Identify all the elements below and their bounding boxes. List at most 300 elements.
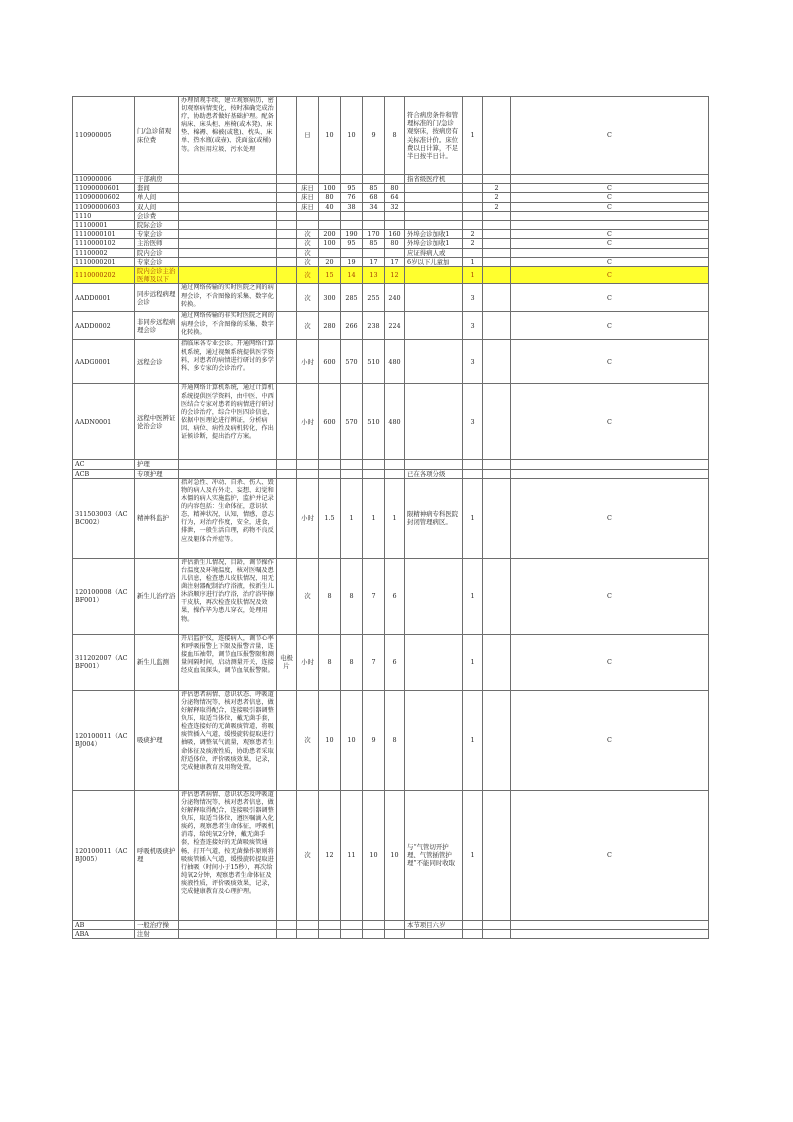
item-name-cell: 单人间: [135, 193, 179, 202]
price-level-4-cell: 32: [385, 202, 405, 211]
class-cell: [511, 469, 709, 478]
price-level-1-cell: 10: [319, 690, 341, 790]
item-name-cell: 护理: [135, 460, 179, 469]
category-cell: [463, 184, 483, 193]
remark-cell: [483, 284, 511, 312]
table-row: [73, 175, 709, 184]
price-level-4-cell: [385, 469, 405, 478]
price-level-2-cell: 38: [341, 202, 363, 211]
price-level-4-cell: [385, 248, 405, 257]
remark-cell: 2: [483, 202, 511, 211]
price-level-1-cell: 15: [319, 267, 341, 284]
remark-cell: 2: [483, 193, 511, 202]
class-cell: C: [511, 558, 709, 634]
item-code-cell: AADN0001: [73, 384, 135, 460]
remark-cell: [483, 690, 511, 790]
item-code-cell: 11090000601: [73, 184, 135, 193]
price-level-2-cell: 570: [341, 340, 363, 384]
price-level-4-cell: [385, 930, 405, 939]
price-level-3-cell: 1: [363, 478, 385, 558]
excluded-items-cell: [277, 790, 297, 920]
item-description-cell: 通过网络传输的实时医院之间的病理会诊，不含图像的采集、数字化转换。: [179, 284, 277, 312]
explanation-cell: 6岁以下儿童加: [405, 257, 463, 266]
excluded-items-cell: [277, 558, 297, 634]
excluded-items-cell: [277, 384, 297, 460]
price-level-3-cell: [363, 248, 385, 257]
unit-cell: 小时: [297, 384, 319, 460]
price-level-3-cell: 9: [363, 97, 385, 175]
price-level-4-cell: 240: [385, 284, 405, 312]
item-code-cell: 11100001: [73, 221, 135, 230]
price-level-1-cell: [319, 920, 341, 929]
excluded-items-cell: [277, 248, 297, 257]
explanation-cell: [405, 460, 463, 469]
class-cell: C: [511, 284, 709, 312]
excluded-items-cell: 电极片: [277, 634, 297, 690]
remark-cell: [483, 175, 511, 184]
item-name-cell: 同步远程病理会诊: [135, 284, 179, 312]
price-level-3-cell: 68: [363, 193, 385, 202]
class-cell: C: [511, 97, 709, 175]
table-row: [73, 790, 709, 920]
price-level-2-cell: 19: [341, 257, 363, 266]
price-level-2-cell: 570: [341, 384, 363, 460]
explanation-cell: [405, 930, 463, 939]
price-level-2-cell: [341, 211, 363, 220]
item-name-cell: 院内会诊主治医师及以下: [135, 267, 179, 284]
category-cell: [463, 175, 483, 184]
price-level-3-cell: 170: [363, 230, 385, 239]
price-level-3-cell: [363, 175, 385, 184]
item-name-cell: 一般治疗操: [135, 920, 179, 929]
remark-cell: [483, 248, 511, 257]
item-name-cell: 注射: [135, 930, 179, 939]
unit-cell: 日: [297, 97, 319, 175]
item-code-cell: 11100002: [73, 248, 135, 257]
class-cell: C: [511, 690, 709, 790]
category-cell: 1: [463, 634, 483, 690]
price-level-1-cell: 1.5: [319, 478, 341, 558]
price-level-4-cell: [385, 211, 405, 220]
unit-cell: 小时: [297, 634, 319, 690]
category-cell: 3: [463, 340, 483, 384]
item-name-cell: 新生儿监测: [135, 634, 179, 690]
excluded-items-cell: [277, 930, 297, 939]
category-cell: 3: [463, 312, 483, 340]
category-cell: [463, 211, 483, 220]
table-row: [73, 221, 709, 230]
explanation-cell: 限精神病专科医院封闭管理病区。: [405, 478, 463, 558]
category-cell: [463, 930, 483, 939]
remark-cell: [483, 920, 511, 929]
price-level-1-cell: 600: [319, 340, 341, 384]
price-level-4-cell: 6: [385, 634, 405, 690]
price-level-2-cell: [341, 930, 363, 939]
item-name-cell: 专项护理: [135, 469, 179, 478]
item-code-cell: 1110000101: [73, 230, 135, 239]
price-level-1-cell: 100: [319, 239, 341, 248]
price-level-3-cell: [363, 469, 385, 478]
price-level-3-cell: 7: [363, 558, 385, 634]
item-description-cell: [179, 257, 277, 266]
class-cell: [511, 460, 709, 469]
remark-cell: [483, 478, 511, 558]
item-description-cell: [179, 239, 277, 248]
price-level-1-cell: [319, 469, 341, 478]
excluded-items-cell: [277, 202, 297, 211]
item-description-cell: 通过网络传输的非实时医院之间的病理会诊，不含图像的采集、数字化转换。: [179, 312, 277, 340]
remark-cell: [483, 469, 511, 478]
table-row: [73, 239, 709, 248]
explanation-cell: [405, 312, 463, 340]
unit-cell: 次: [297, 284, 319, 312]
explanation-cell: [405, 340, 463, 384]
price-level-1-cell: 12: [319, 790, 341, 920]
class-cell: [511, 221, 709, 230]
item-name-cell: 精神科监护: [135, 478, 179, 558]
class-cell: [511, 920, 709, 929]
price-level-2-cell: [341, 920, 363, 929]
price-level-3-cell: 17: [363, 257, 385, 266]
item-code-cell: 1110000201: [73, 257, 135, 266]
unit-cell: 次: [297, 239, 319, 248]
excluded-items-cell: [277, 239, 297, 248]
category-cell: 3: [463, 384, 483, 460]
price-level-1-cell: [319, 175, 341, 184]
explanation-cell: [405, 211, 463, 220]
unit-cell: [297, 469, 319, 478]
table-row: [73, 230, 709, 239]
excluded-items-cell: [277, 257, 297, 266]
unit-cell: 次: [297, 248, 319, 257]
item-description-cell: 指临床各专业会诊。开通网络计算机系统，通过视频系统提供医学资料，对患者的病情进行研讨的多学科、多专家的会诊治疗。: [179, 340, 277, 384]
explanation-cell: 外埠会诊加收1: [405, 239, 463, 248]
explanation-cell: 已在各项分级: [405, 469, 463, 478]
item-name-cell: 远程会诊: [135, 340, 179, 384]
price-level-3-cell: 510: [363, 340, 385, 384]
item-name-cell: 干部病房: [135, 175, 179, 184]
class-cell: C: [511, 384, 709, 460]
table-row: [73, 257, 709, 266]
class-cell: C: [511, 478, 709, 558]
excluded-items-cell: [277, 690, 297, 790]
item-name-cell: 双人间: [135, 202, 179, 211]
price-level-2-cell: 11: [341, 790, 363, 920]
explanation-cell: [405, 284, 463, 312]
excluded-items-cell: [277, 460, 297, 469]
unit-cell: 床日: [297, 202, 319, 211]
price-level-2-cell: 95: [341, 184, 363, 193]
excluded-items-cell: [277, 184, 297, 193]
excluded-items-cell: [277, 920, 297, 929]
price-level-4-cell: 480: [385, 340, 405, 384]
category-cell: [463, 248, 483, 257]
item-description-cell: [179, 193, 277, 202]
class-cell: C: [511, 340, 709, 384]
explanation-cell: 指省级医疗机: [405, 175, 463, 184]
explanation-cell: 应证得病人或: [405, 248, 463, 257]
unit-cell: 次: [297, 790, 319, 920]
category-cell: [463, 221, 483, 230]
category-cell: 1: [463, 790, 483, 920]
unit-cell: 小时: [297, 340, 319, 384]
item-name-cell: 远程中医辨证论治会诊: [135, 384, 179, 460]
table-row: [73, 690, 709, 790]
class-cell: C: [511, 184, 709, 193]
item-code-cell: 11090000602: [73, 193, 135, 202]
price-level-2-cell: 190: [341, 230, 363, 239]
category-cell: [463, 193, 483, 202]
table-row: [73, 267, 709, 284]
unit-cell: 次: [297, 257, 319, 266]
price-level-2-cell: [341, 175, 363, 184]
unit-cell: 次: [297, 312, 319, 340]
unit-cell: [297, 460, 319, 469]
price-level-3-cell: 9: [363, 690, 385, 790]
price-level-3-cell: 34: [363, 202, 385, 211]
category-cell: 1: [463, 690, 483, 790]
item-description-cell: [179, 460, 277, 469]
item-name-cell: 会诊费: [135, 211, 179, 220]
remark-cell: [483, 230, 511, 239]
explanation-cell: [405, 267, 463, 284]
class-cell: C: [511, 257, 709, 266]
item-code-cell: 110900006: [73, 175, 135, 184]
price-level-1-cell: [319, 221, 341, 230]
unit-cell: 小时: [297, 478, 319, 558]
item-code-cell: 120100011（ACBJ005）: [73, 790, 135, 920]
excluded-items-cell: [277, 340, 297, 384]
explanation-cell: [405, 558, 463, 634]
excluded-items-cell: [277, 221, 297, 230]
class-cell: [511, 248, 709, 257]
table-row: [73, 312, 709, 340]
item-code-cell: 311503003（ACBC002）: [73, 478, 135, 558]
price-level-4-cell: [385, 221, 405, 230]
price-level-4-cell: 80: [385, 184, 405, 193]
table-row: [73, 97, 709, 175]
remark-cell: [483, 460, 511, 469]
price-level-3-cell: 255: [363, 284, 385, 312]
excluded-items-cell: [277, 230, 297, 239]
table-row: [73, 478, 709, 558]
category-cell: 3: [463, 284, 483, 312]
unit-cell: 床日: [297, 184, 319, 193]
explanation-cell: [405, 184, 463, 193]
price-level-3-cell: 10: [363, 790, 385, 920]
item-description-cell: [179, 920, 277, 929]
price-level-2-cell: 76: [341, 193, 363, 202]
class-cell: C: [511, 267, 709, 284]
table-row: [73, 184, 709, 193]
excluded-items-cell: [277, 284, 297, 312]
item-description-cell: [179, 175, 277, 184]
price-level-1-cell: 8: [319, 558, 341, 634]
item-code-cell: 11090000603: [73, 202, 135, 211]
table-row: [73, 340, 709, 384]
class-cell: [511, 930, 709, 939]
remark-cell: [483, 239, 511, 248]
price-level-4-cell: 6: [385, 558, 405, 634]
remark-cell: [483, 930, 511, 939]
price-level-2-cell: 285: [341, 284, 363, 312]
explanation-cell: [405, 202, 463, 211]
category-cell: [463, 460, 483, 469]
price-level-4-cell: 1: [385, 478, 405, 558]
category-cell: [463, 920, 483, 929]
remark-cell: [483, 384, 511, 460]
price-level-2-cell: 10: [341, 97, 363, 175]
price-level-3-cell: 7: [363, 634, 385, 690]
item-code-cell: AADD0002: [73, 312, 135, 340]
fee-schedule-table: [72, 96, 709, 939]
excluded-items-cell: [277, 478, 297, 558]
explanation-cell: 外埠会诊加收1: [405, 230, 463, 239]
excluded-items-cell: [277, 97, 297, 175]
category-cell: 1: [463, 267, 483, 284]
price-level-4-cell: [385, 460, 405, 469]
item-code-cell: AC: [73, 460, 135, 469]
table-row: [73, 920, 709, 929]
item-name-cell: 呼吸机吸痰护理: [135, 790, 179, 920]
item-description-cell: [179, 469, 277, 478]
table-row: [73, 211, 709, 220]
price-level-3-cell: [363, 930, 385, 939]
item-description-cell: 评估新生儿情况，目龄，调节操作台温度及环境温度，核对医嘱及患儿信息，检查患儿皮肤情况，用无菌注射器配制治疗浴液，按新生儿沐浴顺序进行治疗浴，治疗浴毕擦干皮肤，再次检查皮肤情况及效果，操作毕为患儿穿衣，处理用物。: [179, 558, 277, 634]
item-name-cell: 套间: [135, 184, 179, 193]
price-level-4-cell: 480: [385, 384, 405, 460]
price-level-2-cell: 266: [341, 312, 363, 340]
price-level-2-cell: 10: [341, 690, 363, 790]
remark-cell: 2: [483, 184, 511, 193]
item-description-cell: [179, 221, 277, 230]
price-level-1-cell: [319, 248, 341, 257]
price-level-4-cell: 8: [385, 690, 405, 790]
price-level-1-cell: [319, 211, 341, 220]
item-name-cell: 院内会诊: [135, 248, 179, 257]
price-level-4-cell: [385, 920, 405, 929]
price-level-4-cell: 10: [385, 790, 405, 920]
price-level-3-cell: 238: [363, 312, 385, 340]
unit-cell: [297, 920, 319, 929]
price-level-2-cell: 8: [341, 558, 363, 634]
price-level-3-cell: 85: [363, 239, 385, 248]
excluded-items-cell: [277, 193, 297, 202]
price-level-2-cell: 8: [341, 634, 363, 690]
item-description-cell: [179, 211, 277, 220]
explanation-cell: [405, 193, 463, 202]
class-cell: C: [511, 634, 709, 690]
class-cell: C: [511, 202, 709, 211]
price-level-3-cell: 13: [363, 267, 385, 284]
price-level-2-cell: [341, 469, 363, 478]
class-cell: C: [511, 239, 709, 248]
explanation-cell: [405, 690, 463, 790]
table-row: [73, 284, 709, 312]
price-level-4-cell: 80: [385, 239, 405, 248]
price-level-4-cell: 224: [385, 312, 405, 340]
explanation-cell: 符合病房条件和管理标准的门/急诊观察床，按病房有关标准计价。床位费以日计算，不足半日按半日计。: [405, 97, 463, 175]
unit-cell: [297, 930, 319, 939]
explanation-cell: [405, 634, 463, 690]
item-description-cell: [179, 267, 277, 284]
explanation-cell: 与“气管切开护理、气管插管护理”不能同时收取: [405, 790, 463, 920]
price-level-4-cell: 64: [385, 193, 405, 202]
item-name-cell: 院际会诊: [135, 221, 179, 230]
price-level-2-cell: [341, 248, 363, 257]
item-code-cell: ACB: [73, 469, 135, 478]
item-code-cell: AADG0001: [73, 340, 135, 384]
unit-cell: [297, 175, 319, 184]
price-level-1-cell: 8: [319, 634, 341, 690]
price-level-1-cell: 280: [319, 312, 341, 340]
remark-cell: [483, 312, 511, 340]
remark-cell: [483, 340, 511, 384]
price-level-1-cell: 100: [319, 184, 341, 193]
class-cell: C: [511, 193, 709, 202]
item-name-cell: 专家会诊: [135, 257, 179, 266]
item-code-cell: 1110: [73, 211, 135, 220]
excluded-items-cell: [277, 312, 297, 340]
category-cell: 1: [463, 257, 483, 266]
explanation-cell: [405, 221, 463, 230]
item-code-cell: AADD0001: [73, 284, 135, 312]
price-level-1-cell: 40: [319, 202, 341, 211]
explanation-cell: [405, 384, 463, 460]
unit-cell: 次: [297, 558, 319, 634]
item-code-cell: 120100008（ACBF001）: [73, 558, 135, 634]
price-level-3-cell: [363, 211, 385, 220]
excluded-items-cell: [277, 211, 297, 220]
class-cell: C: [511, 312, 709, 340]
price-level-1-cell: [319, 460, 341, 469]
remark-cell: [483, 257, 511, 266]
table-row: [73, 202, 709, 211]
price-level-3-cell: [363, 221, 385, 230]
category-cell: [463, 469, 483, 478]
item-description-cell: 开启监护仪，连接病人，调节心率和呼吸报警上下限及报警音量，连接血压袖带，调节血压报警限和测量间隔时间，启动测量开关，连接经皮血氧探头，调节血氧报警限。: [179, 634, 277, 690]
remark-cell: [483, 558, 511, 634]
price-level-4-cell: 17: [385, 257, 405, 266]
table-body: [73, 97, 709, 939]
unit-cell: [297, 221, 319, 230]
price-level-3-cell: 510: [363, 384, 385, 460]
item-description-cell: [179, 230, 277, 239]
item-code-cell: 311202007（ACBF001）: [73, 634, 135, 690]
price-level-4-cell: 12: [385, 267, 405, 284]
item-description-cell: [179, 202, 277, 211]
category-cell: [463, 202, 483, 211]
price-level-4-cell: 8: [385, 97, 405, 175]
category-cell: 1: [463, 558, 483, 634]
price-level-2-cell: 14: [341, 267, 363, 284]
price-level-1-cell: 20: [319, 257, 341, 266]
item-description-cell: 指对急性、冲动、自杀、伤人、毁物的病人及有外走、妄想、幻觉和木僵的病人实施监护，监护并记录的内容包括：生命体征，意识状态，精神状况，认知，情感，意志行为，对治疗作度，安全，进食，排泄，一般生活自理，药物不良反应及躯体合并症等。: [179, 478, 277, 558]
table-row: [73, 460, 709, 469]
item-description-cell: [179, 248, 277, 257]
price-level-1-cell: 80: [319, 193, 341, 202]
category-cell: 1: [463, 478, 483, 558]
price-level-1-cell: [319, 930, 341, 939]
remark-cell: [483, 790, 511, 920]
class-cell: [511, 211, 709, 220]
item-code-cell: 1110000102: [73, 239, 135, 248]
item-name-cell: 吸痰护理: [135, 690, 179, 790]
price-level-4-cell: [385, 175, 405, 184]
price-level-4-cell: 160: [385, 230, 405, 239]
item-description-cell: [179, 930, 277, 939]
excluded-items-cell: [277, 469, 297, 478]
